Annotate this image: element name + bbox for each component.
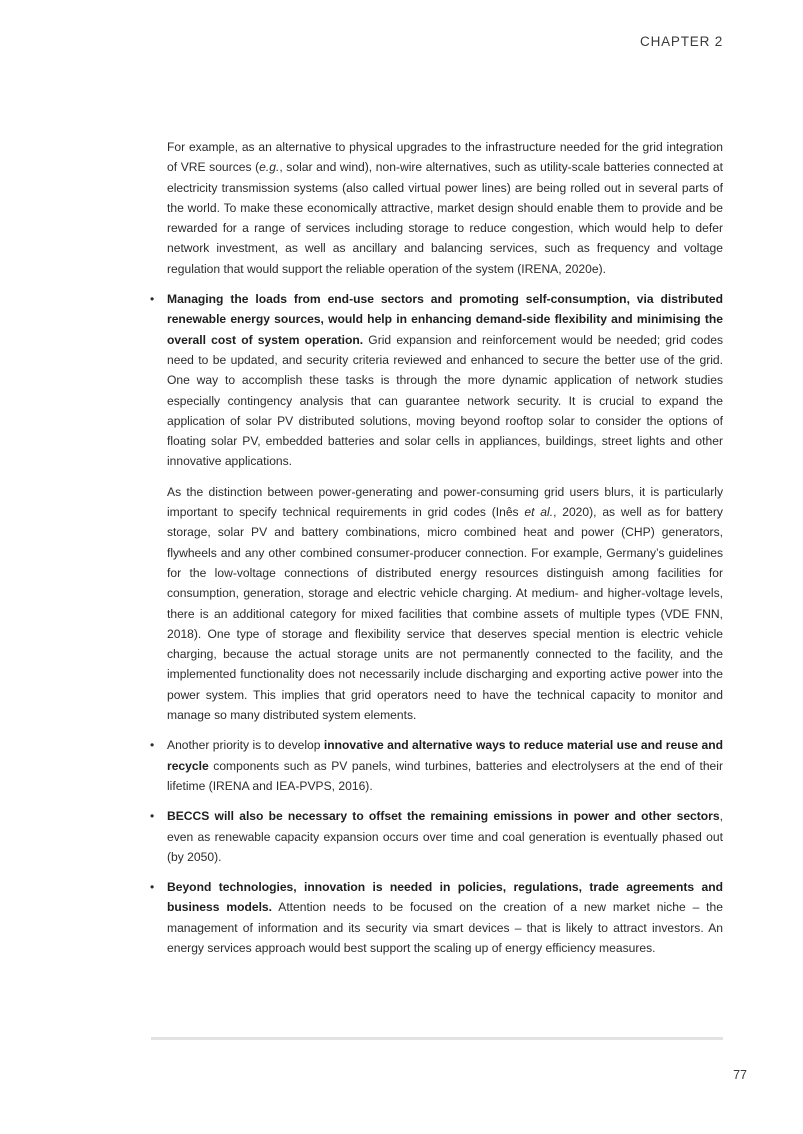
bullet-item-policy	[150, 877, 723, 958]
bullet-text: Grid expansion and reinforcement would be needed; grid codes need to be updated, and security criteria reviewed and enhanced to secure the better use of the grid. One way to accomplish these tasks is through the more dynamic application of network studies especially contingency analysis that can guarantee network security. It is crucial to expand the application of solar PV distributed solutions, moving beyond rooftop solar to consider the options of floating solar PV, embedded batteries and solar cells in appliances, buildings, street lights and other innovative applications.	[167, 332, 724, 469]
sub-etal: et al.	[524, 505, 554, 520]
body-content	[150, 137, 724, 968]
bullet-item-materials	[150, 735, 723, 796]
bullet-marker: •	[150, 809, 155, 824]
bullet-paragraph	[167, 877, 723, 958]
bullet-text: components such as PV panels, wind turbines, batteries and electrolysers at the end of their lifetime (IRENA and IEA-PVPS, 2016).	[167, 758, 723, 793]
bullet-list	[150, 289, 724, 958]
bullet-pre-text: Another priority is to develop	[167, 738, 324, 753]
bullet-paragraph	[167, 806, 723, 867]
bullet-marker: •	[150, 738, 155, 753]
sub-text-part2: , 2020), as well as for battery storage, solar PV and battery combinations, micro combined heat and power (CHP) generators, flywheels and any other combined consumer-producer connection. For example, Germany’s guidelines for the low-voltage connections of distributed energy resources distinguish among facilities for consumption, generation, storage and electric vehicle charging. At medium- and higher-voltage levels, there is an additional category for mixed facilities that combine assets of multiple types (VDE FNN, 2018). One type of storage and flexibility service that deserves special mention is electric vehicle charging, because the actual storage units are not permanently connected to the facility, and the implemented functionality does not necessarily include discharging and exporting active power into the power system. This implies that grid operators need to have the technical capacity to monitor and manage so many distributed system elements.	[167, 505, 723, 723]
page-number: 77	[733, 1068, 747, 1082]
sub-text-part1: As the distinction between power-generating and power-consuming grid users blurs, it is particularly important to specify technical requirements in grid codes (Inês	[167, 484, 723, 520]
bullet-item-beccs	[150, 806, 723, 867]
intro-text-part1: For example, as an alternative to physical upgrades to the infrastructure needed for the grid integration of VRE sources (	[167, 140, 723, 175]
footer-divider	[151, 1037, 723, 1040]
bullet-bold-lead: Managing the loads from end-use sectors and promoting self-consumption, via distributed renewable energy sources, would help in enhancing demand-side flexibility and minimising the overall cost of system operation.	[167, 292, 723, 347]
bullet-paragraph	[167, 735, 723, 796]
bullet-marker: •	[150, 292, 155, 307]
bullet-bold-lead: innovative and alternative ways to reduce material use and reuse and recycle	[167, 738, 723, 773]
intro-paragraph	[167, 137, 723, 279]
bullet-bold-lead: BECCS will also be necessary to offset the remaining emissions in power and other sectors	[167, 809, 720, 824]
intro-text-part2: , solar and wind), non-wire alternatives, such as utility-scale batteries connected at electricity transmission systems (also called virtual power lines) are being rolled out in several parts of the world. To make these economically attractive, market design should enable them to provide and be rewarded for a range of services including storage to reduce congestion, which would help to defer network investment, as well as ancillary and balancing services, such as frequency and voltage regulation that would support the reliable operation of the system (IRENA, 2020e).	[167, 160, 724, 276]
bullet-marker: •	[150, 880, 155, 895]
bullet-text: , even as renewable capacity expansion occurs over time and coal generation is eventually phased out (by 2050).	[167, 809, 723, 864]
bullet-paragraph	[167, 289, 723, 472]
bullet-text: Attention needs to be focused on the creation of a new market niche – the management of information and its security via smart devices – that is likely to attract investors. An energy services approach would best support the scaling up of energy efficiency measures.	[167, 900, 723, 955]
bullet-item-loads	[150, 289, 724, 725]
intro-eg: e.g.	[259, 160, 280, 175]
chapter-header: CHAPTER 2	[640, 34, 723, 49]
bullet-sub-paragraph	[167, 482, 723, 726]
bullet-bold-lead: Beyond technologies, innovation is needed in policies, regulations, trade agreements and business models.	[167, 880, 723, 915]
